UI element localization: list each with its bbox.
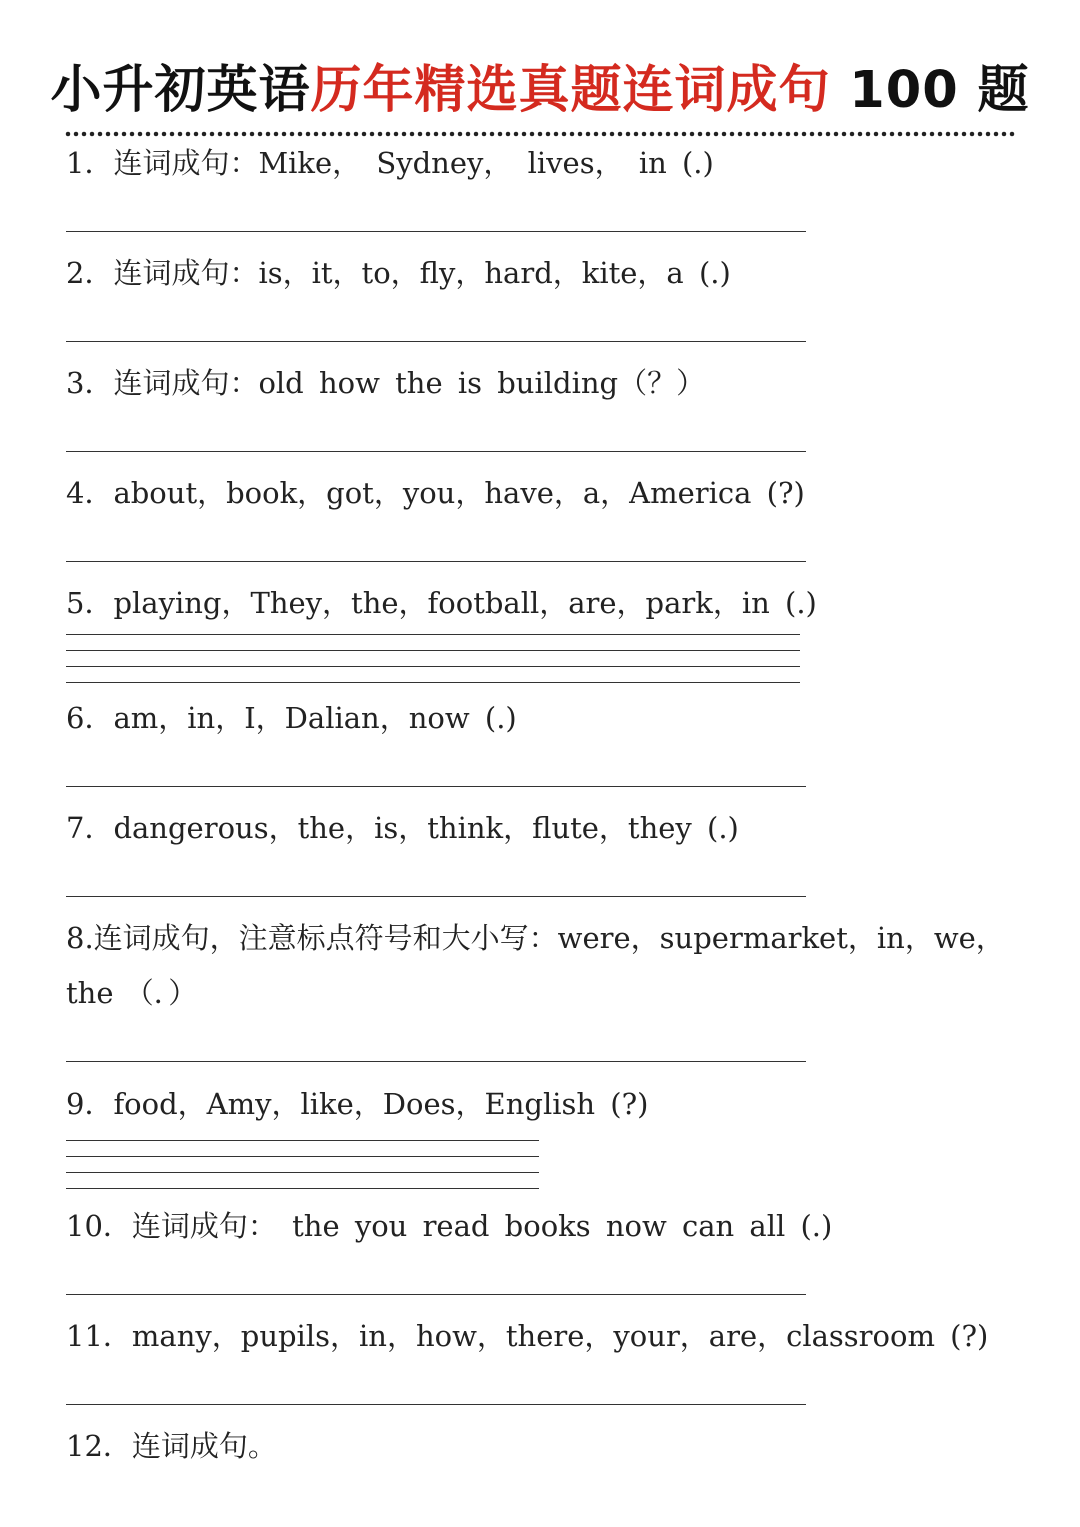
question-1: 1．连词成句：Mike， Sydney， lives， in (.) xyxy=(66,146,714,180)
answer-line-9d[interactable] xyxy=(66,1188,539,1189)
answer-line-5d[interactable] xyxy=(66,682,800,683)
page-title xyxy=(0,56,1080,126)
question-9: 9．food，Amy，like，Does，English (?) xyxy=(66,1087,649,1121)
answer-line-6[interactable] xyxy=(66,786,806,787)
answer-line-7[interactable] xyxy=(66,896,806,897)
answer-line-4[interactable] xyxy=(66,561,806,562)
question-10: 10．连词成句： the you read books now can all (.) xyxy=(66,1209,833,1243)
question-11: 11．many，pupils，in，how，there，your，are，classroom (?) xyxy=(66,1319,989,1353)
question-5: 5．playing，They，the，football，are，park，in (.) xyxy=(66,586,817,620)
answer-line-10[interactable] xyxy=(66,1294,806,1295)
question-3: 3．连词成句：old how the is building（？） xyxy=(66,366,706,400)
answer-line-9c[interactable] xyxy=(66,1172,539,1173)
question-2: 2．连词成句：is，it，to，fly，hard，kite，a (.) xyxy=(66,256,731,290)
answer-line-5a[interactable] xyxy=(66,634,800,635)
question-6: 6．am，in，I，Dalian，now (.) xyxy=(66,701,517,735)
answer-line-9a[interactable] xyxy=(66,1140,539,1141)
answer-line-5b[interactable] xyxy=(66,650,800,651)
answer-line-2[interactable] xyxy=(66,341,806,342)
answer-line-9b[interactable] xyxy=(66,1156,539,1157)
title-part-1: 小升初英语 xyxy=(50,61,311,120)
title-part-2: 历年精选真题连词成句 xyxy=(310,61,831,120)
answer-line-11[interactable] xyxy=(66,1404,806,1405)
answer-line-3[interactable] xyxy=(66,451,806,452)
question-8: 8.连词成句，注意标点符号和大小写：were，supermarket，in，we，the （．） xyxy=(66,921,1005,1010)
dotted-divider xyxy=(64,131,1016,137)
question-4: 4．about，book，got，you，have，a，America (?) xyxy=(66,476,805,510)
answer-line-1[interactable] xyxy=(66,231,806,232)
question-12: 12．连词成句。 xyxy=(66,1429,277,1463)
title-part-3: 100 题 xyxy=(830,61,1030,120)
answer-line-8[interactable] xyxy=(66,1061,806,1062)
answer-line-5c[interactable] xyxy=(66,666,800,667)
question-7: 7．dangerous，the，is，think，flute，they (.) xyxy=(66,811,739,845)
